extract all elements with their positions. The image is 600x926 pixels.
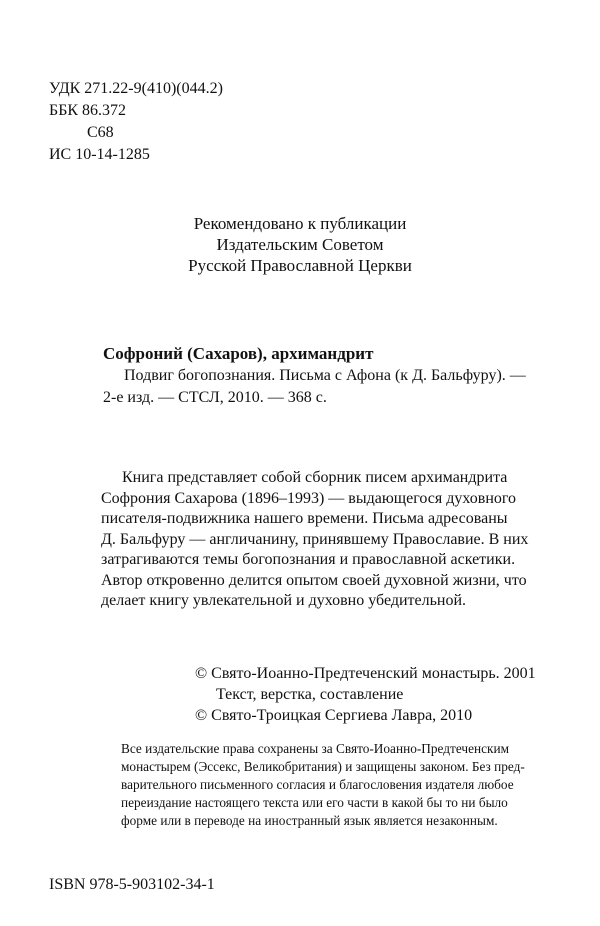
author-heading: Софроний (Сахаров), архимандрит	[103, 344, 374, 363]
copyright-line: © Свято-Иоанно-Предтеченский монастырь. 2001	[195, 665, 536, 682]
rights-line: форме или в переводе на иностранный язык является незаконным.	[121, 813, 498, 828]
bbk-code: ББК 86.372	[49, 102, 127, 119]
rights-notice	[121, 740, 561, 830]
recommendation-line: Русской Православной Церкви	[188, 256, 412, 275]
publication-recommendation	[0, 213, 600, 276]
copyright-line: © Свято-Троицкая Сергиева Лавра, 2010	[195, 707, 473, 724]
annotation-line: Софрония Сахарова (1896–1993) — выдающегося духовного	[101, 489, 517, 507]
annotation-line: писателя-подвижника нашего времени. Письма адресованы	[101, 510, 508, 527]
book-annotation	[101, 468, 553, 612]
copyright-block	[195, 663, 536, 726]
author-mark: С68	[87, 124, 114, 141]
copyright-line: Текст, верстка, составление	[216, 686, 404, 703]
udk-code: УДК 271.22-9(410)(044.2)	[49, 80, 223, 97]
annotation-line: Книга представляет собой сборник писем архимандрита	[122, 469, 508, 486]
bibliographic-record	[103, 343, 553, 409]
classification-codes	[49, 78, 223, 166]
isbn: ISBN 978-5-903102-34-1	[49, 876, 215, 893]
recommendation-line: Рекомендовано к публикации	[193, 214, 407, 233]
is-code: ИС 10-14-1285	[49, 146, 150, 163]
edition-line: 2-е изд. — СТСЛ, 2010. — 368 с.	[103, 389, 327, 406]
rights-line: переиздание настоящего текста или его части в какой бы то ни было	[121, 795, 508, 810]
rights-line: Все издательские права сохранены за Свято-Иоанно-Предтеченским	[121, 741, 509, 756]
recommendation-line: Издательским Советом	[216, 235, 384, 254]
annotation-line: затрагиваются темы богопознания и православной аскетики.	[101, 551, 516, 568]
annotation-line: Автор откровенно делится опытом своей духовной жизни, что	[101, 571, 527, 589]
annotation-line: делает книгу увлекательной и духовно убедительной.	[101, 592, 467, 609]
annotation-line: Д. Бальфуру — англичанину, принявшему Православие. В них	[101, 530, 529, 548]
rights-line: монастырем (Эссекс, Великобритания) и защищены законом. Без пред-	[121, 759, 525, 774]
rights-line: варительного письменного согласия и благословения издателя любое	[121, 777, 514, 792]
title-line: Подвиг богопознания. Письма с Афона (к Д. Бальфуру). —	[124, 367, 526, 384]
